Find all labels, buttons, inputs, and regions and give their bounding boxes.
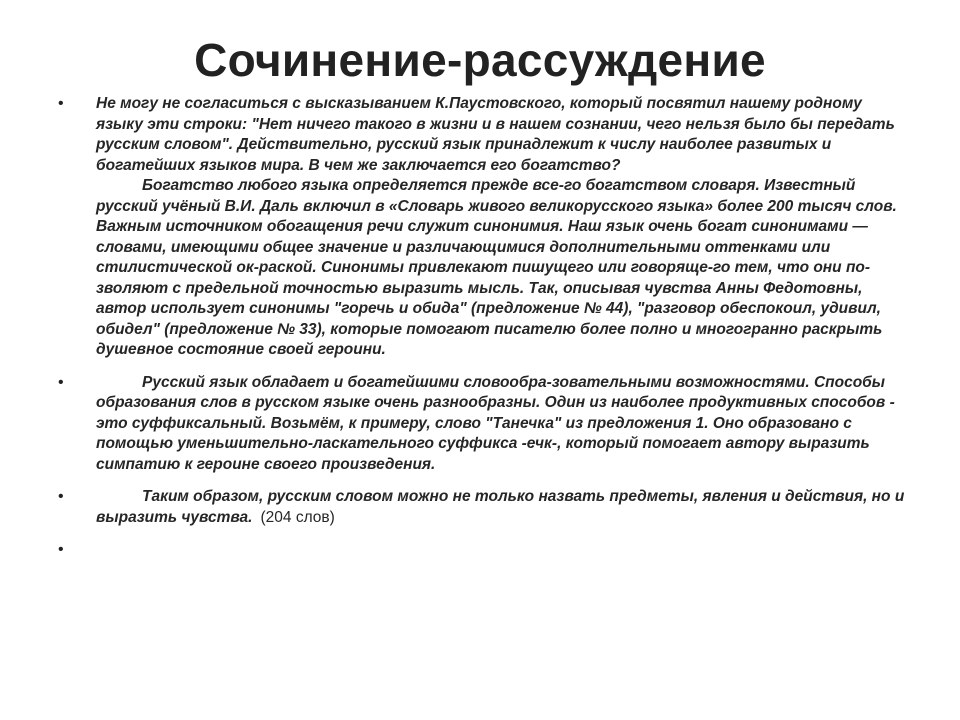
bullet-text <box>96 373 906 476</box>
bullet-icon: • <box>58 373 64 391</box>
bullet-item-3 <box>56 487 906 528</box>
paragraph-synonyms: Богатство любого языка определяется прежде все-го богатством словаря. Известный русский учёный В.И. Даль включил в «Словарь живого великорусского языка» более 200 тысяч слов. Важным источником обогащения речи служит синонимия. Наш язык очень богат синонимами — словами, имеющими общее значение и различающимися дополнительными оттенками или стилистической ок-раской. Синонимы привлекают пишущего или говоряще-го тем, что они по-зволяют с предельной точностью выразить мысль. Так, описывая чувства Анны Федотовны, автор использует синонимы "горечь и обида" (предложение № 44), "разговор обеспокоил, удивил, обидел" (предложение № 33), которые помогают писателю более полно и многогранно раскрыть душевное состояние своей героини. <box>96 177 897 358</box>
bullet-icon: • <box>58 488 64 505</box>
paragraph-intro: Не могу не согласиться с высказыванием К.Паустовского, который посвятил нашему родному языку эти строки: "Нет ничего такого в жизни и в нашем сознании, чего нельзя было бы передать русским словом". Действительно, русский язык принадлежит к числу наиболее развитых и богатейших языков мира. В чем же заключается его богатство? <box>96 95 895 174</box>
bullet-item-4-empty <box>56 540 906 561</box>
bullet-icon: • <box>58 541 64 558</box>
bullet-item-1 <box>56 94 906 361</box>
bullet-text <box>96 94 906 361</box>
bullet-list <box>56 94 906 573</box>
paragraph-conclusion <box>96 487 906 528</box>
bullet-text <box>96 487 906 528</box>
paragraph-word-formation: Русский язык обладает и богатейшими словообра-зовательными возможностями. Способы образования слов в русском языке очень разнообразны. Один из наиболее продуктивных способов - это суффиксальный. Возьмём, к примеру, слово "Танечка" из предложения 1. Оно образовано с помощью уменьшительно-ласкательного суффикса -ечк-, который помогает автору выразить симпатию к героине своего произведения. <box>96 373 895 473</box>
word-count: (204 слов) <box>260 508 335 526</box>
slide-title: Сочинение-рассуждение <box>194 34 766 86</box>
bullet-icon: • <box>58 95 64 112</box>
conclusion-text: Таким образом, русским словом можно не только назвать предметы, явления и действия, но и выразить чувства. <box>96 488 905 526</box>
bullet-item-2 <box>56 373 906 476</box>
bullet-text <box>96 540 906 561</box>
